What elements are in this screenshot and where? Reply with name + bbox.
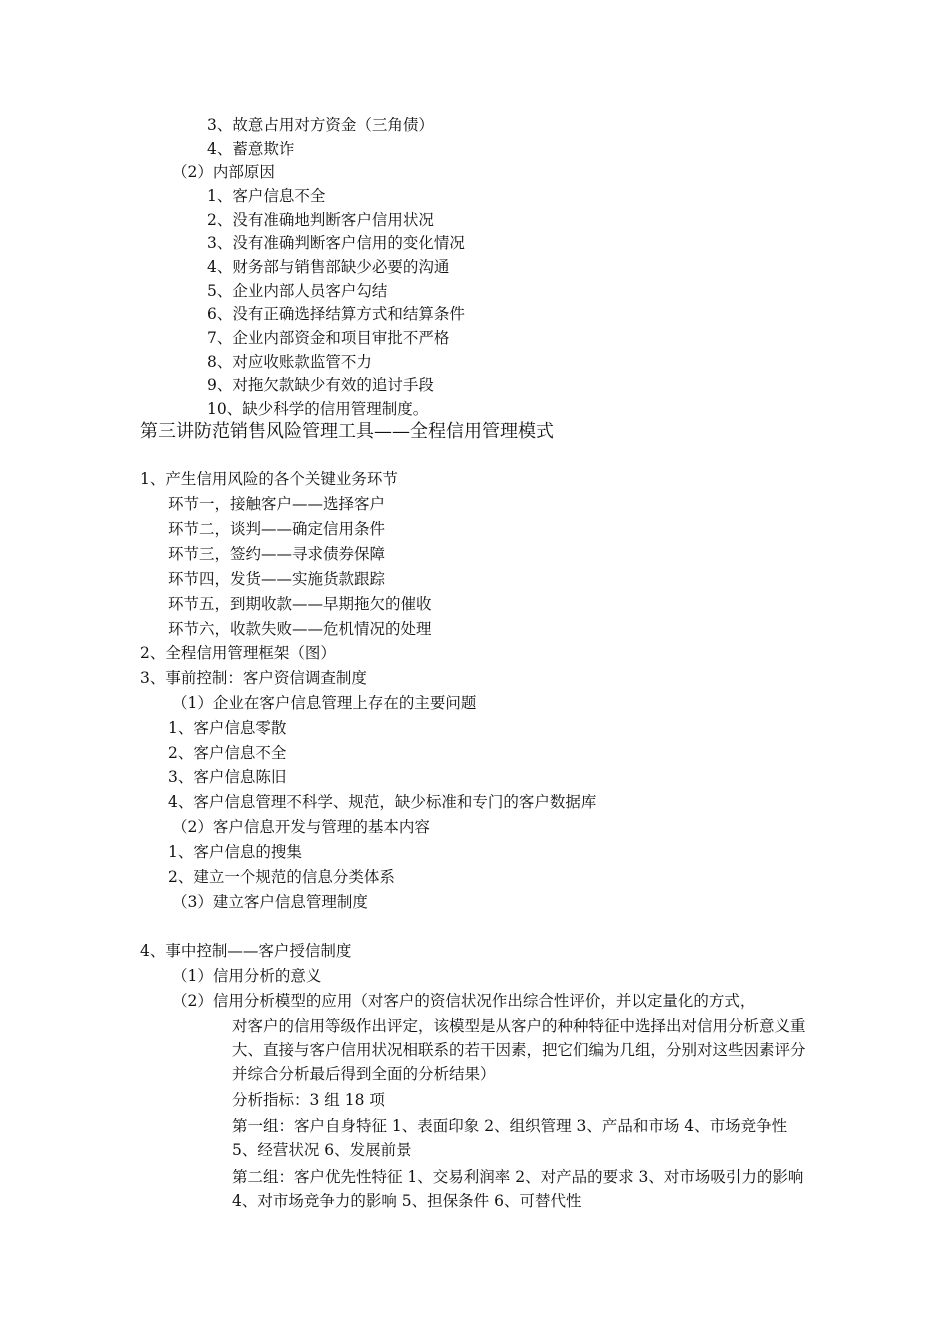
internal-item: 7、企业内部资金和项目审批不严格: [207, 329, 450, 347]
indicator-group-2: 第二组：客户优先性特征 1、交易利润率 2、对产品的要求 3、对市场吸引力的影响 4、对市场竞争力的影响 5、担保条件 6、可替代性: [232, 1168, 804, 1210]
analysis-indicators: 分析指标：3 组 18 项: [232, 1091, 385, 1109]
section-3-sub2: （2）客户信息开发与管理的基本内容: [172, 818, 430, 836]
internal-item: 1、客户信息不全: [207, 187, 326, 205]
section-1-item: 环节二，谈判——确定信用条件: [168, 520, 386, 538]
lecture-title: 第三讲防范销售风险管理工具——全程信用管理模式: [140, 421, 554, 442]
internal-item: 6、没有正确选择结算方式和结算条件: [207, 305, 465, 323]
section-3-sub2-item: 2、建立一个规范的信息分类体系: [168, 868, 395, 886]
section-4-sub2-continuation: 对客户的信用等级作出评定，该模型是从客户的种种特征中选择出对信用分析意义重大、直接与客户信用状况相联系的若干因素，把它们编为几组，分别对这些因素评分并综合分析最后得到全面的分析结果）: [232, 1017, 806, 1083]
section-4-sub1: （1）信用分析的意义: [172, 967, 322, 985]
section-3-sub1-item: 4、客户信息管理不科学、规范，缺少标准和专门的客户数据库: [168, 793, 597, 811]
section-4-title: 4、事中控制——客户授信制度: [140, 942, 352, 960]
section-3-sub1-item: 2、客户信息不全: [168, 744, 287, 762]
section-4-sub2-first-line: （2）信用分析模型的应用（对客户的资信状况作出综合性评价，并以定量化的方式，: [172, 992, 756, 1010]
internal-item: 8、对应收账款监管不力: [207, 353, 372, 371]
section-3-sub3: （3）建立客户信息管理制度: [172, 893, 368, 911]
internal-item: 3、没有准确判断客户信用的变化情况: [207, 234, 465, 252]
indicator-group-1: 第一组：客户自身特征 1、表面印象 2、组织管理 3、产品和市场 4、市场竞争性 5、经营状况 6、发展前景: [232, 1117, 788, 1159]
section-1-item: 环节六，收款失败——危机情况的处理: [168, 620, 432, 638]
section-1-title: 1、产生信用风险的各个关键业务环节: [140, 470, 398, 488]
internal-item: 10、缺少科学的信用管理制度。: [207, 400, 429, 418]
internal-item: 2、没有准确地判断客户信用状况: [207, 211, 434, 229]
section-3-sub2-item: 1、客户信息的搜集: [168, 843, 302, 861]
section-2-title: 2、全程信用管理框架（图）: [140, 644, 336, 662]
section-1-item: 环节三，签约——寻求债券保障: [168, 545, 386, 563]
section-1-item: 环节一，接触客户——选择客户: [168, 495, 386, 513]
top-item: 4、蓄意欺诈: [207, 140, 295, 158]
section-3-sub1: （1）企业在客户信息管理上存在的主要问题: [172, 694, 477, 712]
top-item: 3、故意占用对方资金（三角债）: [207, 116, 434, 134]
section-3-sub1-item: 1、客户信息零散: [168, 719, 287, 737]
internal-item: 4、财务部与销售部缺少必要的沟通: [207, 258, 450, 276]
internal-item: 9、对拖欠款缺少有效的追讨手段: [207, 376, 434, 394]
section-3-title: 3、事前控制：客户资信调查制度: [140, 669, 367, 687]
internal-causes-header: （2）内部原因: [172, 163, 275, 181]
section-3-sub1-item: 3、客户信息陈旧: [168, 768, 287, 786]
internal-item: 5、企业内部人员客户勾结: [207, 282, 388, 300]
section-1-item: 环节五，到期收款——早期拖欠的催收: [168, 595, 432, 613]
section-1-item: 环节四，发货——实施货款跟踪: [168, 570, 386, 588]
